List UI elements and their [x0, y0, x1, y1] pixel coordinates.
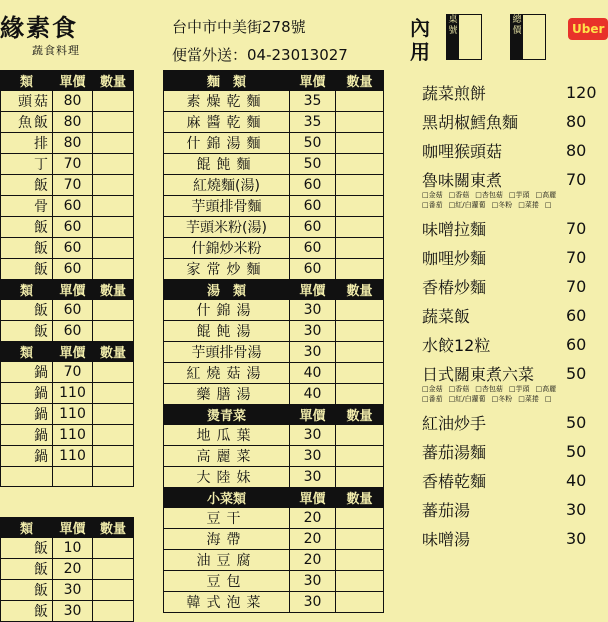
- menu-row: [1, 425, 134, 446]
- menu-row: [1, 446, 134, 467]
- section-title: 類: [1, 280, 53, 300]
- option-checkbox[interactable]: □: [544, 395, 552, 403]
- quantity-cell[interactable]: [93, 154, 134, 175]
- quantity-cell[interactable]: [93, 133, 134, 154]
- item-name: 魯味關東煮: [422, 171, 503, 190]
- quantity-header: 數量: [93, 518, 134, 538]
- price-header: 單價: [290, 488, 336, 508]
- menu-row: [1, 383, 134, 404]
- special-item: [396, 272, 600, 301]
- option-checkbox[interactable]: □金菇: [422, 385, 443, 393]
- item-price: 50: [566, 364, 587, 383]
- item-price: 50: [566, 442, 587, 461]
- special-item: [396, 243, 600, 272]
- item-name: [1, 467, 53, 487]
- quantity-cell[interactable]: [336, 425, 384, 446]
- price-header: 單價: [53, 342, 93, 362]
- item-price: 30: [566, 500, 587, 519]
- item-price: 35: [290, 112, 336, 133]
- item-price: 60: [53, 217, 93, 238]
- item-price: 60: [290, 217, 336, 238]
- menu-column-1: [0, 70, 133, 622]
- section-title: 類: [1, 518, 53, 538]
- quantity-cell[interactable]: [93, 321, 134, 342]
- item-name: 飯: [1, 538, 53, 559]
- option-checkboxes: [396, 200, 600, 210]
- item-name: 咖哩猴頭菇: [422, 142, 503, 161]
- option-checkbox[interactable]: □冬粉: [491, 395, 513, 403]
- item-price: 80: [53, 112, 93, 133]
- price-header: 單價: [53, 518, 93, 538]
- item-name: 蕃茄湯麵: [422, 443, 487, 462]
- price-header: 單價: [290, 405, 336, 425]
- item-price: 60: [290, 259, 336, 280]
- quantity-cell[interactable]: [336, 592, 384, 613]
- quantity-cell[interactable]: [336, 259, 384, 280]
- item-price: 20: [290, 529, 336, 550]
- menu-row: [1, 580, 134, 601]
- option-checkbox[interactable]: □金菇: [422, 191, 443, 199]
- menu-row: [1, 538, 134, 559]
- item-price: 30: [53, 580, 93, 601]
- item-name: 魚飯: [1, 112, 53, 133]
- menu-row: [164, 91, 384, 112]
- quantity-cell[interactable]: [93, 217, 134, 238]
- special-item: [396, 330, 600, 359]
- menu-row: [164, 196, 384, 217]
- total-price-box[interactable]: [510, 14, 546, 60]
- item-name: 芋頭米粉(湯): [164, 217, 290, 238]
- item-price: 20: [290, 550, 336, 571]
- price-header: 單價: [290, 280, 336, 300]
- quantity-cell[interactable]: [336, 384, 384, 405]
- option-checkbox[interactable]: □番茄: [422, 395, 443, 403]
- special-item: [396, 524, 600, 553]
- item-price: 80: [566, 112, 587, 131]
- price-header: 單價: [53, 71, 93, 91]
- item-price: 60: [53, 196, 93, 217]
- quantity-cell[interactable]: [336, 217, 384, 238]
- menu-row: [1, 175, 134, 196]
- item-name: 鍋: [1, 362, 53, 383]
- item-price: 20: [290, 508, 336, 529]
- item-name: 鍋: [1, 425, 53, 446]
- option-checkbox[interactable]: □香菇: [448, 191, 470, 199]
- menu-row: [1, 238, 134, 259]
- menu-row: [1, 300, 134, 321]
- quantity-cell[interactable]: [336, 300, 384, 321]
- item-price: 110: [53, 404, 93, 425]
- menu-row: [1, 259, 134, 280]
- item-price: 110: [53, 383, 93, 404]
- item-price: 50: [290, 133, 336, 154]
- option-checkbox[interactable]: □紅/白蘿蔔: [448, 201, 486, 209]
- price-header: 單價: [53, 280, 93, 300]
- section-gap: [1, 487, 134, 518]
- menu-row: [1, 362, 134, 383]
- quantity-cell[interactable]: [336, 112, 384, 133]
- quantity-cell[interactable]: [336, 363, 384, 384]
- item-price: 70: [53, 175, 93, 196]
- quantity-cell[interactable]: [336, 571, 384, 592]
- menu-row: [164, 550, 384, 571]
- item-price: 40: [566, 471, 587, 490]
- item-name: 芋頭排骨麵: [164, 196, 290, 217]
- dine-in-label: 內用: [410, 16, 430, 64]
- menu-row: [164, 217, 384, 238]
- quantity-cell[interactable]: [93, 580, 134, 601]
- item-price: 60: [566, 306, 587, 325]
- quantity-cell[interactable]: [93, 404, 134, 425]
- item-name: 什錦湯麵: [164, 133, 290, 154]
- item-price: 60: [53, 238, 93, 259]
- item-name: 什錦湯: [164, 300, 290, 321]
- menu-row: [164, 529, 384, 550]
- option-checkbox[interactable]: □菜捲: [518, 201, 539, 209]
- item-price: 70: [566, 248, 587, 267]
- item-name: 家常炒麵: [164, 259, 290, 280]
- quantity-cell[interactable]: [93, 446, 134, 467]
- option-checkbox[interactable]: □高麗: [535, 385, 557, 393]
- item-price: 60: [53, 300, 93, 321]
- quantity-header: 數量: [336, 71, 384, 91]
- menu-row: [1, 601, 134, 622]
- item-name: 飯: [1, 321, 53, 342]
- item-name: 鍋: [1, 404, 53, 425]
- menu-row: [1, 321, 134, 342]
- menu-row: [164, 112, 384, 133]
- item-price: 60: [53, 259, 93, 280]
- menu-row: [164, 342, 384, 363]
- quantity-cell[interactable]: [93, 112, 134, 133]
- item-price: [53, 467, 93, 487]
- section-header: [1, 280, 134, 300]
- item-name: 飯: [1, 238, 53, 259]
- menu-row: [164, 425, 384, 446]
- item-price: 50: [290, 154, 336, 175]
- menu-column-3: [396, 78, 600, 553]
- section-title: 類: [1, 342, 53, 362]
- table-number-box[interactable]: [446, 14, 482, 60]
- special-item: [396, 136, 600, 165]
- item-name: 藥膳湯: [164, 384, 290, 405]
- item-price: 120: [566, 83, 597, 102]
- uber-badge: Uber: [568, 18, 608, 40]
- menu-row: [1, 154, 134, 175]
- item-price: 30: [290, 425, 336, 446]
- special-item: [396, 437, 600, 466]
- quantity-cell[interactable]: [93, 91, 134, 112]
- section-title: 燙青菜: [164, 405, 290, 425]
- quantity-cell[interactable]: [336, 467, 384, 488]
- item-price: 40: [290, 384, 336, 405]
- item-price: 70: [566, 219, 587, 238]
- item-name: 油豆腐: [164, 550, 290, 571]
- item-name: 飯: [1, 601, 53, 622]
- item-name: 韓式泡菜: [164, 592, 290, 613]
- item-price: 10: [53, 538, 93, 559]
- item-name: 鍋: [1, 383, 53, 404]
- menu-row: [164, 508, 384, 529]
- item-price: 70: [53, 154, 93, 175]
- item-name: 骨: [1, 196, 53, 217]
- menu-column-2: [163, 70, 383, 613]
- item-price: 30: [290, 571, 336, 592]
- option-checkbox[interactable]: □紅/白蘿蔔: [448, 395, 486, 403]
- item-price: 110: [53, 425, 93, 446]
- item-name: 芋頭排骨湯: [164, 342, 290, 363]
- item-name: 素燥乾麵: [164, 91, 290, 112]
- item-price: 30: [290, 300, 336, 321]
- section-title: 類: [1, 71, 53, 91]
- item-price: 30: [566, 529, 587, 548]
- menu-row: [1, 217, 134, 238]
- shop-address: 台中市中美街278號: [172, 18, 306, 36]
- item-price: 50: [566, 413, 587, 432]
- menu-row: [1, 91, 134, 112]
- item-name: 餛飩麵: [164, 154, 290, 175]
- quantity-cell[interactable]: [93, 559, 134, 580]
- item-name: 飯: [1, 217, 53, 238]
- item-price: 80: [566, 141, 587, 160]
- menu-row: [1, 404, 134, 425]
- item-name: 飯: [1, 559, 53, 580]
- item-name: 頭菇: [1, 91, 53, 112]
- special-item: [396, 466, 600, 495]
- quantity-cell[interactable]: [336, 529, 384, 550]
- total-price-label: 總價: [511, 15, 523, 59]
- option-checkbox[interactable]: □杏包菇: [475, 191, 503, 199]
- quantity-cell[interactable]: [336, 238, 384, 259]
- item-name: 地瓜葉: [164, 425, 290, 446]
- item-price: 60: [53, 321, 93, 342]
- quantity-cell[interactable]: [336, 154, 384, 175]
- quantity-header: 數量: [93, 342, 134, 362]
- menu-row: [164, 467, 384, 488]
- item-name: 丁: [1, 154, 53, 175]
- item-name: 大陸妹: [164, 467, 290, 488]
- option-checkbox[interactable]: □杏包菇: [475, 385, 503, 393]
- quantity-cell[interactable]: [93, 259, 134, 280]
- item-name: 味噌湯: [422, 530, 471, 549]
- quantity-cell[interactable]: [336, 550, 384, 571]
- item-price: 80: [53, 91, 93, 112]
- option-checkbox[interactable]: □高麗: [535, 191, 557, 199]
- shop-name: 緣素食: [0, 13, 78, 42]
- item-price: 60: [290, 175, 336, 196]
- special-item: [396, 408, 600, 437]
- table-number-label: 桌號: [447, 15, 459, 59]
- special-item: [396, 495, 600, 524]
- section-header: [1, 342, 134, 362]
- item-price: 30: [290, 321, 336, 342]
- section-header: [164, 488, 384, 508]
- item-price: 30: [290, 467, 336, 488]
- item-price: 30: [290, 592, 336, 613]
- quantity-cell[interactable]: [336, 196, 384, 217]
- item-name: 豆干: [164, 508, 290, 529]
- item-name: 味噌拉麵: [422, 220, 487, 239]
- menu-row: [164, 384, 384, 405]
- menu-row: [1, 559, 134, 580]
- item-price: 80: [53, 133, 93, 154]
- item-name: 飯: [1, 300, 53, 321]
- quantity-header: 數量: [336, 405, 384, 425]
- quantity-cell[interactable]: [93, 425, 134, 446]
- item-price: 110: [53, 446, 93, 467]
- special-item: [396, 214, 600, 243]
- item-name: 蔬菜飯: [422, 307, 471, 326]
- quantity-cell[interactable]: [93, 601, 134, 622]
- menu-row: [1, 112, 134, 133]
- quantity-header: 數量: [93, 71, 134, 91]
- option-checkboxes: [396, 394, 600, 404]
- section-header: [164, 71, 384, 91]
- menu-row: [164, 321, 384, 342]
- item-name: 排: [1, 133, 53, 154]
- item-price: 60: [290, 238, 336, 259]
- menu-row: [164, 238, 384, 259]
- item-name: 海帶: [164, 529, 290, 550]
- option-checkboxes: [396, 190, 600, 200]
- option-checkbox[interactable]: □芋頭: [508, 191, 530, 199]
- item-name: 日式關東煮六菜: [422, 365, 535, 384]
- section-title: 湯 類: [164, 280, 290, 300]
- quantity-cell[interactable]: [336, 91, 384, 112]
- quantity-cell[interactable]: [336, 342, 384, 363]
- price-header: 單價: [290, 71, 336, 91]
- item-name: 紅燒麵(湯): [164, 175, 290, 196]
- shop-subtitle: 蔬食料理: [32, 44, 80, 57]
- item-price: 60: [290, 196, 336, 217]
- item-name: 飯: [1, 175, 53, 196]
- item-price: 35: [290, 91, 336, 112]
- menu-row: [164, 592, 384, 613]
- item-name: 飯: [1, 580, 53, 601]
- option-checkbox[interactable]: □番茄: [422, 201, 443, 209]
- menu-row: [164, 175, 384, 196]
- item-name: 什錦炒米粉: [164, 238, 290, 259]
- section-header: [164, 405, 384, 425]
- section-header: [1, 518, 134, 538]
- item-name: 水餃12粒: [422, 336, 491, 355]
- item-price: 30: [53, 601, 93, 622]
- quantity-cell[interactable]: [336, 321, 384, 342]
- menu-row: [164, 133, 384, 154]
- special-item: [396, 107, 600, 136]
- special-item: [396, 78, 600, 107]
- menu-row: [164, 571, 384, 592]
- item-name: 麻醬乾麵: [164, 112, 290, 133]
- section-header: [164, 280, 384, 300]
- quantity-cell[interactable]: [93, 300, 134, 321]
- item-price: 20: [53, 559, 93, 580]
- item-name: 鍋: [1, 446, 53, 467]
- item-price: 70: [566, 170, 587, 189]
- quantity-header: 數量: [336, 488, 384, 508]
- item-name: 黑胡椒鱈魚麵: [422, 113, 519, 132]
- quantity-cell[interactable]: [336, 446, 384, 467]
- quantity-cell[interactable]: [93, 538, 134, 559]
- item-price: 30: [290, 342, 336, 363]
- menu-row: [164, 300, 384, 321]
- section-title: 麵 類: [164, 71, 290, 91]
- quantity-header: 數量: [336, 280, 384, 300]
- item-price: 30: [290, 446, 336, 467]
- special-item: [396, 301, 600, 330]
- quantity-cell[interactable]: [93, 467, 134, 487]
- item-name: 蔬菜煎餅: [422, 84, 487, 103]
- order-header: [400, 12, 605, 64]
- section-title: 小菜類: [164, 488, 290, 508]
- item-name: 高麗菜: [164, 446, 290, 467]
- quantity-cell[interactable]: [93, 238, 134, 259]
- option-checkbox[interactable]: □: [544, 201, 552, 209]
- quantity-cell[interactable]: [336, 175, 384, 196]
- item-price: 40: [290, 363, 336, 384]
- quantity-cell[interactable]: [93, 175, 134, 196]
- section-header: [1, 71, 134, 91]
- menu-table-left: [0, 70, 134, 622]
- option-checkbox[interactable]: □菜捲: [518, 395, 539, 403]
- quantity-header: 數量: [93, 280, 134, 300]
- item-name: 紅油炒手: [422, 414, 487, 433]
- menu-row: [164, 259, 384, 280]
- item-name: 餛飩湯: [164, 321, 290, 342]
- item-name: 紅燒菇湯: [164, 363, 290, 384]
- quantity-cell[interactable]: [336, 508, 384, 529]
- item-name: 咖哩炒麵: [422, 249, 487, 268]
- option-checkbox[interactable]: □冬粉: [491, 201, 513, 209]
- item-name: 飯: [1, 259, 53, 280]
- item-name: 香椿炒麵: [422, 278, 487, 297]
- item-name: 香椿乾麵: [422, 472, 487, 491]
- quantity-cell[interactable]: [93, 362, 134, 383]
- quantity-cell[interactable]: [93, 196, 134, 217]
- menu-row: [164, 446, 384, 467]
- menu-row: [1, 133, 134, 154]
- quantity-cell[interactable]: [93, 383, 134, 404]
- delivery-phone: 便當外送：04-23013027: [172, 46, 348, 64]
- quantity-cell[interactable]: [336, 133, 384, 154]
- menu-table-middle: [163, 70, 384, 613]
- option-checkbox[interactable]: □香菇: [448, 385, 470, 393]
- item-price: 60: [566, 335, 587, 354]
- menu-row: [164, 154, 384, 175]
- option-checkbox[interactable]: □芋頭: [508, 385, 530, 393]
- option-checkboxes: [396, 384, 600, 394]
- menu-row: [1, 467, 134, 487]
- item-name: 蕃茄湯: [422, 501, 471, 520]
- menu-row: [164, 363, 384, 384]
- item-price: 70: [53, 362, 93, 383]
- menu-row: [1, 196, 134, 217]
- item-price: 70: [566, 277, 587, 296]
- item-name: 豆包: [164, 571, 290, 592]
